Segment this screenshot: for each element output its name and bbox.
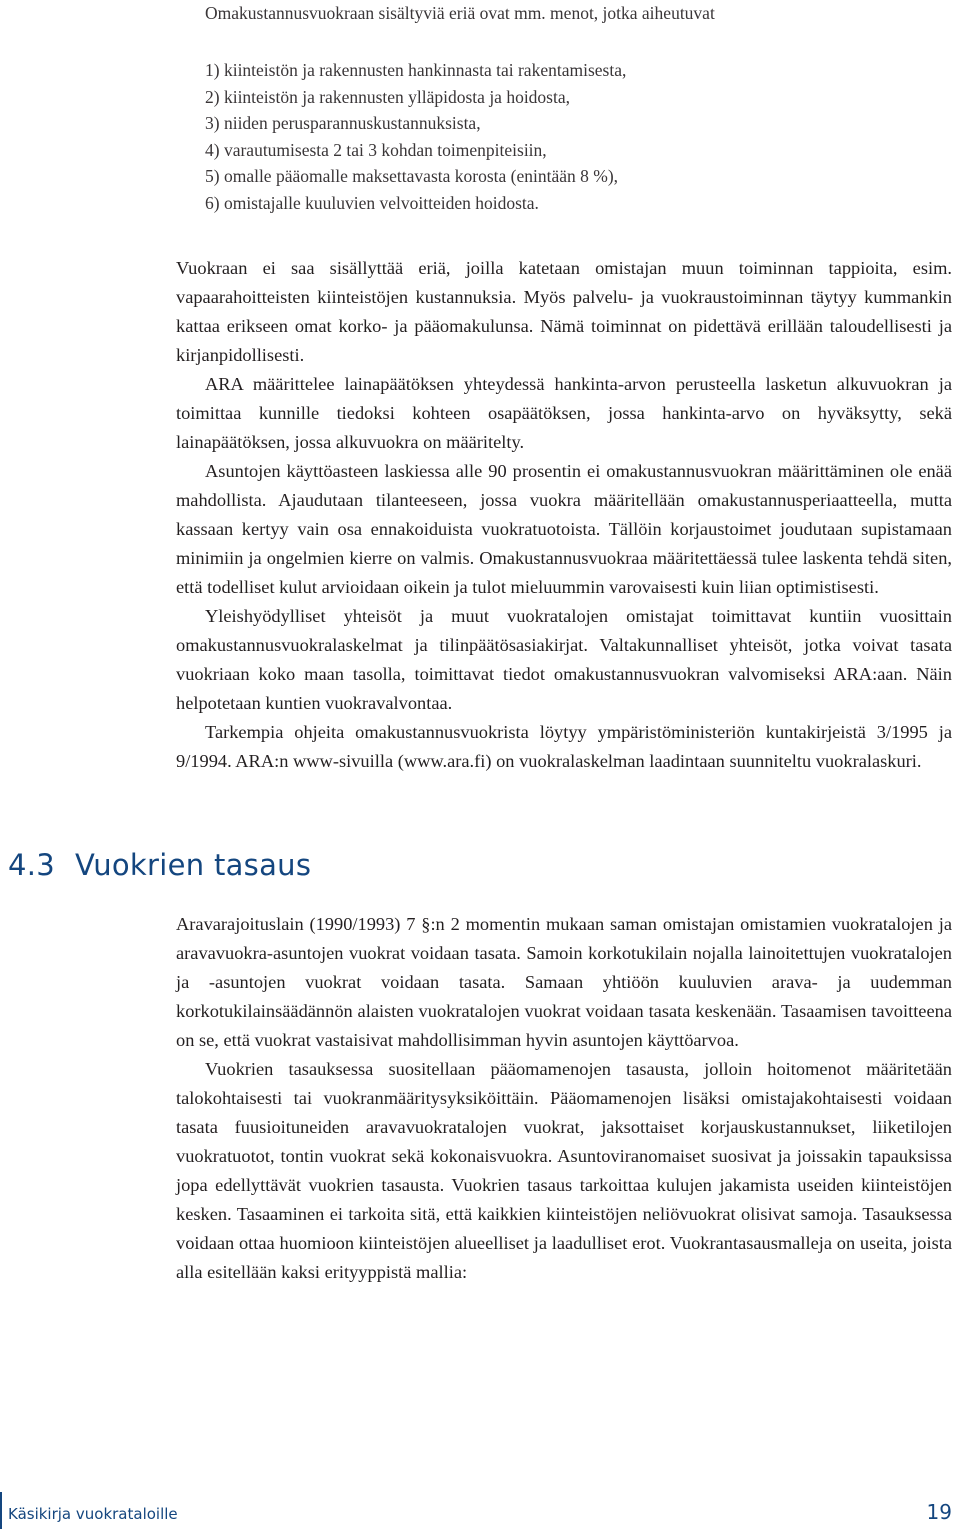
paragraph: ARA määrittelee lainapäätöksen yhteydessä hankinta-arvon perusteella lasketun alkuvuokran ja toimittaa kunnille tiedoksi kohteen osapäätöksen, jossa hankinta-arvo on hyväksytty, sekä lainapäätöksen, jossa alkuvuokra on määritelty.: [176, 374, 952, 452]
paragraph: Vuokrien tasauksessa suositellaan pääomamenojen tasausta, jolloin hoitomenot määritetään talokohtaisesti tai vuokranmääritysyksiköittäin. Pääomamenojen lisäksi omistajakohtaisesti voidaan tasata fuusioituneiden aravavuokratalojen vuokrat, jaksottaiset korjauskustannukset, liiketilojen vuokratuotot, tontin vuokrat sekä kokonaisvuokra. Asuntoviranomaiset suosivat ja joissakin tapauksissa jopa edellyttävät vuokrien tasausta. Vuokrien tasaus tarkoittaa kulujen jakamista useiden kiinteistöjen kesken. Tasaaminen ei tarkoita sitä, että kaikkien kiinteistöjen neliövuokrat olisivat samoja. Tasauksessa voidaan ottaa huomioon kiinteistöjen alueelliset ja laadulliset erot. Vuokrantasausmalleja on useita, joista alla esitellään kaksi erityyppistä mallia:: [176, 1059, 952, 1282]
list-item: 5) omalle pääomalle maksettavasta korosta (enintään 8 %),: [205, 166, 619, 187]
paragraph: Vuokraan ei saa sisällyttää eriä, joilla katetaan omistajan muun toiminnan tappioita, esim. vapaarahoitteisten kiinteistöjen kustannuksia. Myös palvelu- ja vuokraustoiminnan täytyy kummankin kattaa erikseen omat korko- ja pääomakulunsa. Nämä toiminnat on pidettävä erillään taloudellisesti ja kirjanpidollisesti.: [176, 258, 952, 365]
footer-book-title: Käsikirja vuokrataloille: [8, 1505, 178, 1523]
list-item: 4) varautumisesta 2 tai 3 kohdan toimenpiteisiin,: [205, 139, 547, 160]
intro-line: [205, 0, 715, 27]
cost-items-list: [205, 57, 626, 217]
body-section-bottom: [176, 910, 952, 1287]
list-item: 1) kiinteistön ja rakennusten hankinnasta tai rakentamisesta,: [205, 60, 627, 80]
intro-text: Omakustannusvuokraan sisältyviä eriä ovat mm. menot, jotka aiheutuvat: [205, 3, 715, 23]
section-number: 4.3: [8, 848, 56, 882]
footer-divider: [0, 1492, 2, 1529]
section-title: Vuokrien tasaus: [75, 848, 312, 882]
paragraph: Aravarajoituslain (1990/1993) 7 §:n 2 momentin mukaan saman omistajan omistamien vuokratalojen ja aravavuokra-asuntojen vuokrat voidaan tasata. Samoin korkotukilain nojalla lainoitettujen vuokratalojen ja -asuntojen vuokrat voidaan tasata. Samaan yhtiöön kuuluvien arava- ja uudemman korkotukilainsäädännön alaisten vuokratalojen vuokrat voidaan tasata keskenään. Tasaamisen tavoitteena on se, että vuokrat vastaisivat mahdollisimman hyvin asuntojen käyttöarvoa.: [176, 914, 952, 1050]
page-number: 19: [926, 1500, 952, 1524]
list-item: 6) omistajalle kuuluvien velvoitteiden hoidosta.: [205, 192, 539, 213]
paragraph: Yleishyödylliset yhteisöt ja muut vuokratalojen omistajat toimittavat kuntiin vuosittain omakustannusvuokralaskelmat ja tilinpäätösasiakirjat. Valtakunnalliset yhteisöt, jotka voivat tasata vuokriaan koko maan tasolla, toimittavat tiedot omakustannusvuokran valvomiseksi ARA:aan. Näin helpotetaan kuntien vuokravalvontaa.: [176, 606, 952, 713]
list-item: 2) kiinteistön ja rakennusten ylläpidosta ja hoidosta,: [205, 86, 570, 107]
paragraph: Tarkempia ohjeita omakustannusvuokrista löytyy ympäristöministeriön kuntakirjeistä 3/1995 ja 9/1994. ARA:n www-sivuilla (www.ara.fi) on vuokralaskelman laadintaan suunniteltu vuokralaskuri.: [176, 722, 952, 771]
list-item: 3) niiden perusparannuskustannuksista,: [205, 113, 481, 134]
section-heading: [8, 848, 311, 882]
body-section-top: [176, 254, 952, 776]
paragraph: Asuntojen käyttöasteen laskiessa alle 90 prosentin ei omakustannusvuokran määrittäminen ole enää mahdollista. Ajaudutaan tilanteeseen, jossa vuokra määritellään omakustannusperiaatteella, mutta kassaan kertyy vain osa ennakoiduista vuokratuotoista. Tällöin korjaustoimet joudutaan supistamaan minimiin ja ongelmien kierre on valmis. Omakustannusvuokraa määritettäessä tulee laskenta tehdä siten, että todelliset kulut arvioidaan oikein ja tulot mieluummin varovaisesti kuin liian optimistisesti.: [176, 461, 952, 597]
